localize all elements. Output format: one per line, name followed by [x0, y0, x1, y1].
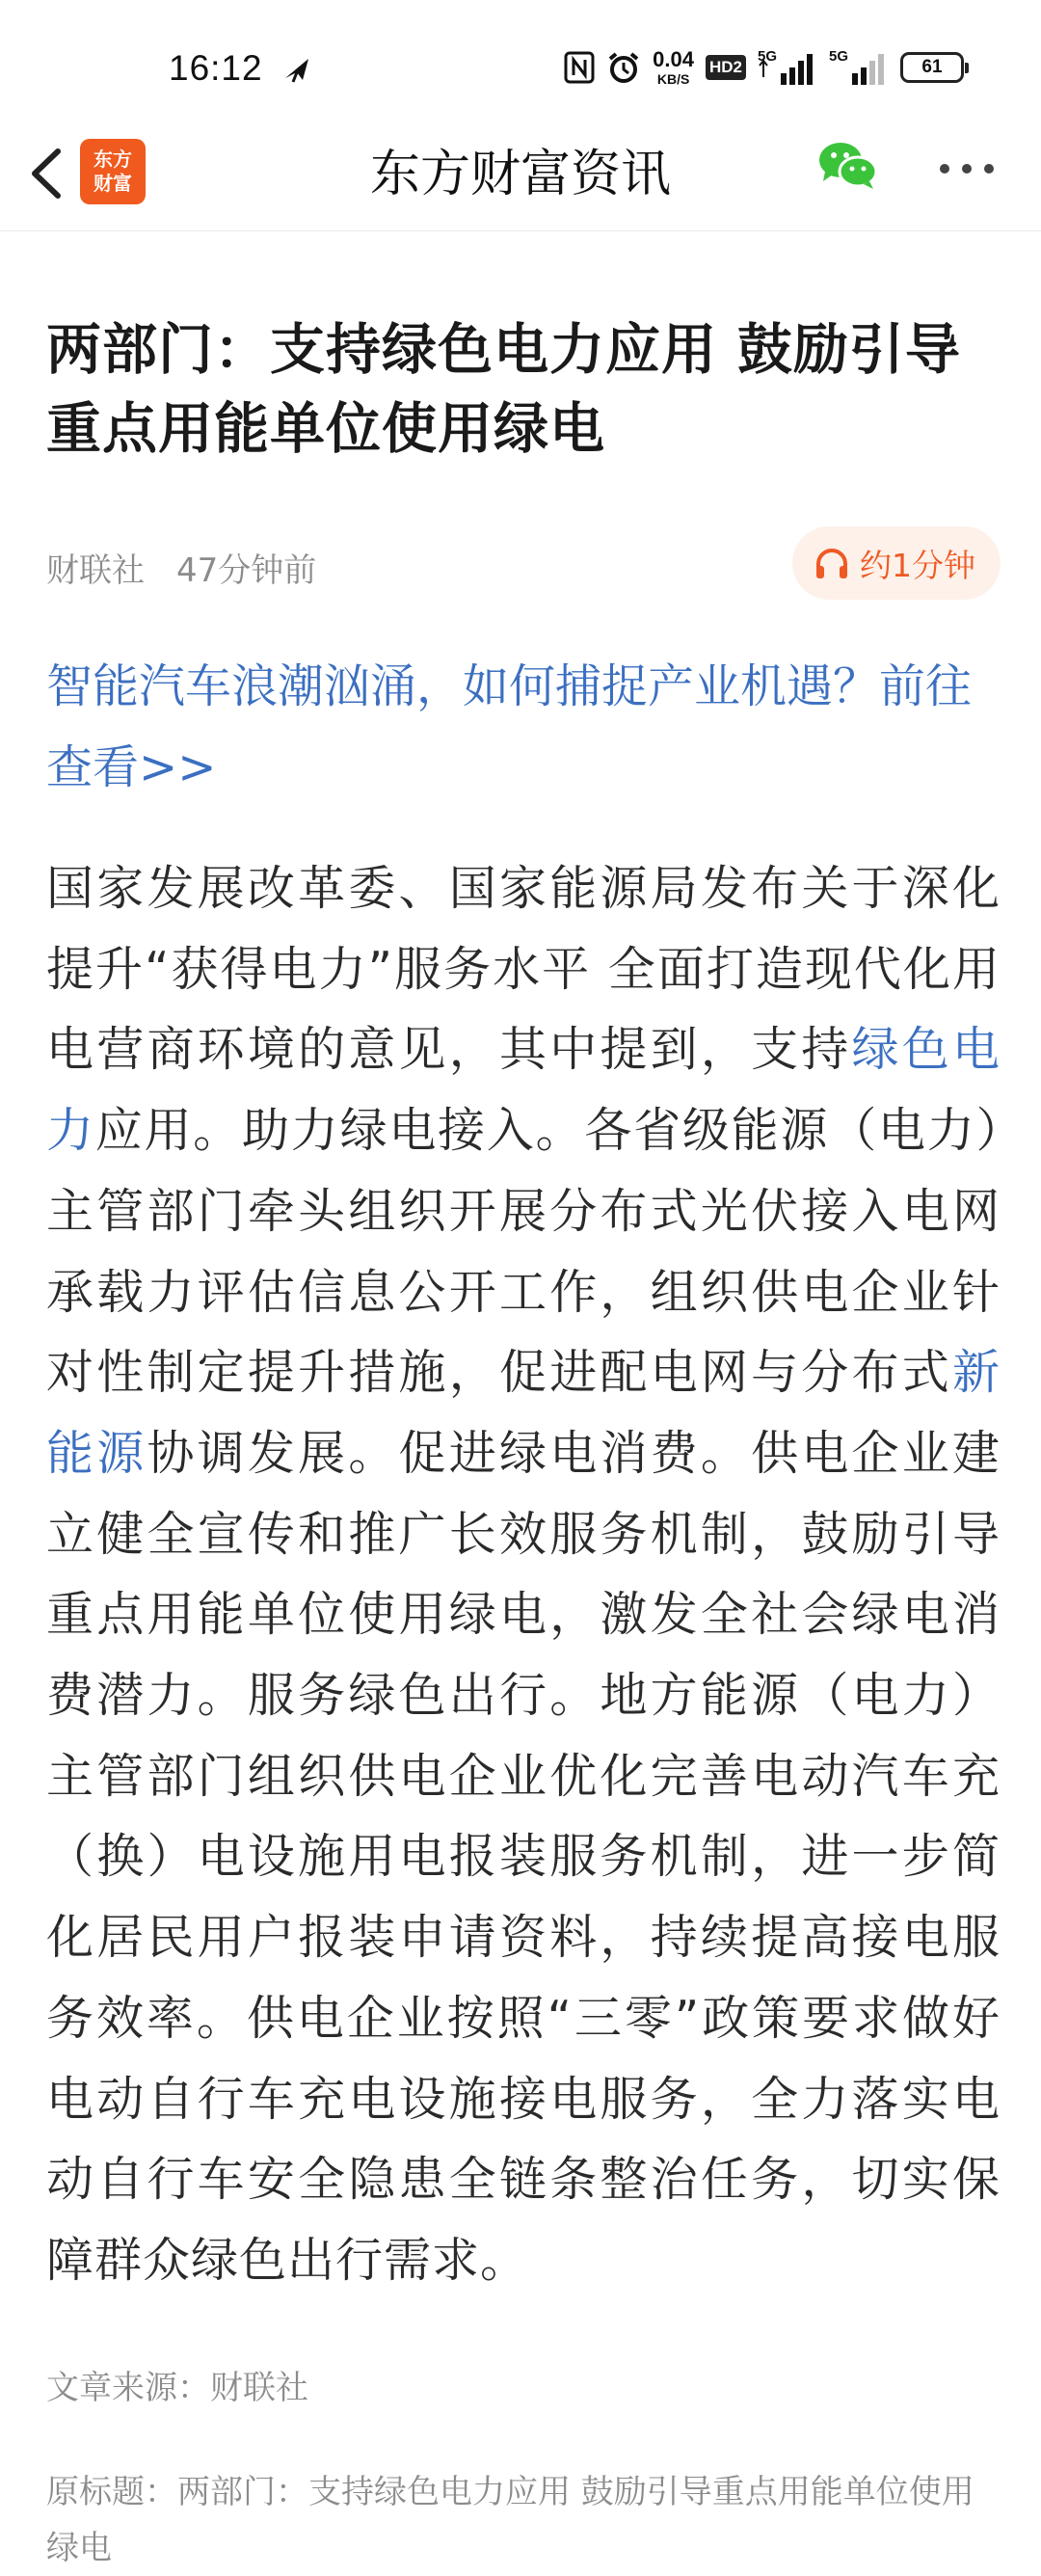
sim2-signal-icon	[829, 48, 889, 87]
article-original-title: 原标题：两部门：支持绿色电力应用 鼓励引导重点用能单位使用绿电	[46, 2472, 974, 2567]
body-text-part3: 协调发展。促进绿电消费。供电企业建立健全宣传和推广长效服务机制，鼓励引导重点用能单位使用绿电，激发全社会绿电消费潜力。服务绿色出行。地方能源（电力）主管部门组织供电企业优化完善电动汽车充（换）电设施用电报装服务机制，进一步简化居民用户报装申请资料，持续提高接电服务效率。供电企业按照“三零”政策要求做好电动自行车充电设施接电服务，全力落实电动自行车安全隐患全链条整治任务，切实保障群众绿色出行需求。	[46, 1425, 1001, 2288]
audio-duration-label: 约1分钟	[860, 546, 975, 584]
page-title: 东方财富资讯	[369, 146, 671, 203]
status-time: 16:12	[169, 48, 263, 88]
sim1-signal-icon	[758, 48, 817, 87]
article-origin-source: 文章来源：财联社	[46, 2368, 308, 2407]
article-body	[46, 848, 1001, 2301]
article-time: 47分钟前	[176, 551, 317, 590]
keyword-link-new-energy[interactable]: 新能源	[46, 1345, 1001, 1481]
keyword-link-green-power[interactable]: 绿色电力	[46, 1022, 1001, 1159]
promo-link[interactable]: 智能汽车浪潮汹涌，如何捕捉产业机遇？前往查看>>	[46, 659, 973, 794]
brand-logo-line2: 财富	[93, 172, 132, 195]
network-speed-unit: KB/S	[656, 71, 690, 87]
listen-audio-button[interactable]	[792, 526, 1001, 600]
wechat-icon[interactable]	[815, 137, 879, 195]
body-text-part2: 应用。助力绿电接入。各省级能源（电力）主管部门牵头组织开展分布式光伏接入电网承载力评估信息公开工作，组织供电企业针对性制定提升措施，促进配电网与分布式	[46, 1103, 1001, 1401]
sim2-network-tag: 5G	[829, 48, 849, 65]
article-meta	[46, 526, 1001, 600]
app-header	[0, 116, 1041, 231]
network-speed	[653, 49, 694, 86]
hd-voice-badge: HD2	[706, 55, 746, 80]
battery-icon	[900, 52, 964, 83]
nfc-icon	[564, 51, 595, 84]
status-icons	[564, 46, 964, 89]
alarm-clock-icon	[606, 50, 641, 85]
body-text-part1: 国家发展改革委、国家能源局发布关于深化提升“获得电力”服务水平 全面打造现代化用电营商环境的意见，其中提到，支持	[46, 861, 1001, 1078]
article	[46, 231, 1001, 2576]
battery-level: 61	[921, 57, 943, 77]
brand-logo-line1: 东方	[93, 148, 132, 171]
sim1-network-tag: 5G	[758, 48, 778, 65]
headphones-icon	[814, 546, 850, 580]
article-source[interactable]: 财联社	[46, 551, 145, 590]
more-dots-icon[interactable]	[933, 145, 1001, 193]
article-headline: 两部门：支持绿色电力应用 鼓励引导重点用能单位使用绿电	[46, 318, 961, 461]
paper-plane-icon	[281, 53, 314, 86]
network-speed-value: 0.04	[653, 47, 694, 71]
status-bar	[0, 0, 1041, 116]
